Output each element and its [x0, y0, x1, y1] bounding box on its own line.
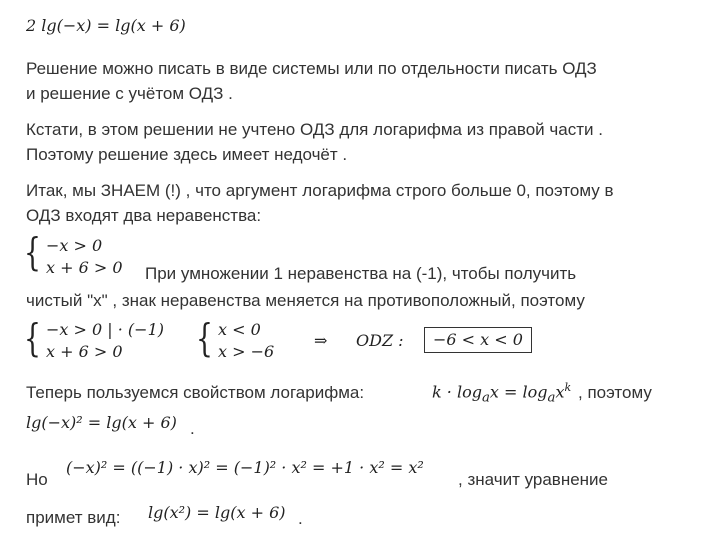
equation-top: 2 lg(−x) = lg(x + 6) — [26, 16, 186, 35]
prop-left: k · log — [432, 382, 482, 402]
prop-base: a — [481, 390, 490, 406]
paragraph-1-line-2: и решение с учётом ОДЗ . — [26, 84, 233, 103]
system-1-row-2: x + 6 > 0 — [46, 258, 123, 277]
equation-2-dot: . — [190, 419, 195, 438]
equation-4: lg(x²) = lg(x + 6) — [148, 503, 286, 522]
paragraph-4-line-1: При умножении 1 неравенства на (-1), чтобы получить — [145, 264, 577, 283]
system-2-brace: { — [24, 316, 41, 360]
system-2-row-1: −x > 0 | · (−1) — [46, 320, 164, 339]
odz-label: ODZ : — [356, 331, 404, 350]
system-3-row-2: x > −6 — [218, 342, 275, 361]
paragraph-3-line-1: Итак, мы ЗНАЕМ (!) , что аргумент логарифма строго больше 0, поэтому в — [26, 181, 614, 200]
paragraph-2-line-2: Поэтому решение здесь имеет недочёт . — [26, 145, 348, 164]
odz-answer-box: −6 < x < 0 — [424, 327, 532, 353]
system-3-brace: { — [196, 316, 213, 360]
prop-mid: x = log — [489, 382, 548, 402]
paragraph-2-line-1: Кстати, в этом решении не учтено ОДЗ для логарифма из правой части . — [26, 120, 603, 139]
equation-2: lg(−x)² = lg(x + 6) — [26, 413, 177, 432]
prop-k: k — [564, 381, 572, 394]
paragraph-1-line-1: Решение можно писать в виде системы или по отдельности писать ОДЗ — [26, 59, 597, 78]
implies-arrow: ⇒ — [314, 331, 328, 350]
prop-x: x — [555, 382, 565, 402]
equation-3: (−x)² = ((−1) · x)² = (−1)² · x² = +1 · x² = x² — [66, 458, 424, 477]
system-2-row-2: x + 6 > 0 — [46, 342, 123, 361]
system-3-row-1: x < 0 — [218, 320, 261, 339]
prop-base-2: a — [547, 390, 556, 406]
paragraph-6-tail: , значит уравнение — [458, 470, 609, 489]
log-property-formula — [432, 378, 571, 409]
paragraph-5-text: Теперь пользуемся свойством логарифма: — [26, 383, 365, 402]
paragraph-5-tail: , поэтому — [578, 383, 652, 402]
paragraph-6-word: Но — [26, 470, 48, 489]
paragraph-3-line-2: ОДЗ входят два неравенства: — [26, 206, 262, 225]
equation-4-dot: . — [298, 509, 303, 528]
paragraph-4-line-2: чистый "х" , знак неравенства меняется на противоположный, поэтому — [26, 291, 585, 310]
paragraph-7-text: примет вид: — [26, 508, 121, 527]
system-1-brace: { — [24, 230, 41, 274]
system-1-row-1: −x > 0 — [46, 236, 103, 255]
